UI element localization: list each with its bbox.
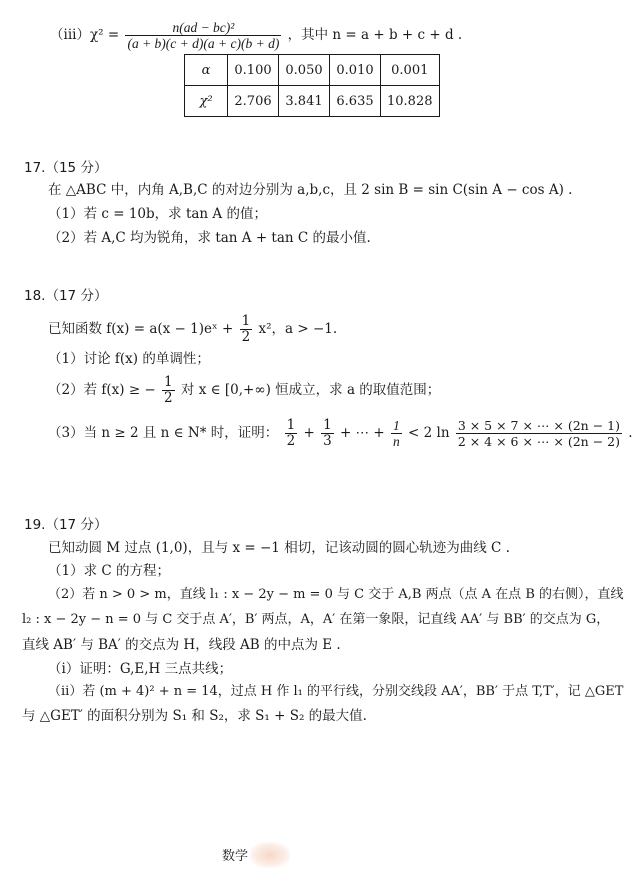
table-cell: 0.100 (228, 55, 279, 86)
q19-part-2-line-2: l₂ : x − 2y − n = 0 与 C 交于点 A′，B′ 两点，A，A′ 在第一象限，记直线 AA′ 与 BB′ 的交点为 G， (22, 612, 610, 627)
q18-part-3-end: . (628, 425, 633, 441)
q19-part-2-line-1: （2）若 n > 0 > m，直线 l₁ : x − 2y − m = 0 与 C 交于 A,B 两点（点 A 在点 B 的右侧），直线 (48, 587, 624, 602)
q18-part-3-middle: < 2 ln (408, 425, 450, 441)
q18-part-3-start: （3）当 n ≥ 2 且 n ∈ N* 时，证明： (48, 425, 279, 441)
table-cell: 2.706 (228, 86, 279, 117)
fraction-denominator: 2 (241, 329, 251, 345)
q19-part-2-line-3: 直线 AB′ 与 BA′ 的交点为 H，线段 AB 的中点为 E . (22, 637, 341, 653)
table-row (185, 86, 440, 117)
q18-part-2-start: （2）若 f(x) ≥ − (48, 382, 156, 398)
table-cell: 3.841 (279, 86, 330, 117)
table-row-label: χ² (185, 86, 228, 117)
q19-part-2-i: （i）证明：G,E,H 三点共线； (48, 661, 233, 677)
formula-suffix: ，其中 n = a + b + c + d . (287, 27, 463, 43)
q18-intro-fraction (240, 314, 253, 345)
scan-smudge (250, 842, 290, 868)
q17-part-2: （2）若 A,C 均为锐角，求 tan A + tan C 的最小值. (48, 230, 371, 246)
product-ratio-fraction (456, 418, 622, 449)
q18-intro-end: x²，a > −1. (258, 321, 338, 337)
q18-part-2-fraction (162, 375, 175, 406)
fraction-denominator: 2 (164, 390, 173, 406)
fraction-numerator: 1 (323, 417, 332, 433)
q17-part-1: （1）若 c = 10b，求 tan A 的值； (48, 206, 267, 222)
q18-part-2-end: 对 x ∈ [0,+∞) 恒成立，求 a 的取值范围； (180, 382, 441, 398)
q19-intro: 已知动圆 M 过点 (1,0)，且与 x = −1 相切，记该动圆的圆心轨迹为曲线 C . (48, 540, 510, 556)
chi-square-formula (50, 20, 462, 51)
fraction-numerator: 1 (392, 418, 400, 433)
fraction-denominator: 3 (323, 433, 332, 449)
formula-numerator: n(ad − bc)² (125, 20, 281, 36)
table-cell: 10.828 (381, 86, 440, 117)
formula-fraction (125, 20, 281, 51)
table-cell: 0.010 (330, 55, 381, 86)
q18-title: 18.（17 分） (24, 288, 108, 304)
fraction-denominator: n (392, 434, 400, 449)
fraction-denominator: 2 × 4 × 6 × ⋯ × (2n − 2) (457, 434, 620, 449)
formula-denominator: (a + b)(c + d)(a + c)(b + d) (127, 36, 280, 51)
q19-part-1: （1）求 C 的方程； (48, 563, 171, 579)
table-row-label: α (185, 55, 228, 86)
q17-intro: 在 △ABC 中，内角 A,B,C 的对边分别为 a,b,c，且 2 sin B = sin C(sin A − cos A) . (48, 182, 573, 198)
q17-title: 17.（15 分） (24, 160, 108, 176)
fraction-numerator: 1 (164, 374, 173, 390)
q18-intro (48, 314, 337, 345)
formula-prefix: （iii）χ² = (50, 27, 120, 43)
table-cell: 0.001 (381, 55, 440, 86)
q19-title: 19.（17 分） (24, 517, 108, 533)
fraction-numerator: 3 × 5 × 7 × ⋯ × (2n − 1) (457, 418, 620, 433)
table-cell: 6.635 (330, 86, 381, 117)
table-cell: 0.050 (279, 55, 330, 86)
q19-part-2-ii-line-2: 与 △GET′ 的面积分别为 S₁ 和 S₂，求 S₁ + S₂ 的最大值. (22, 708, 367, 724)
fraction-numerator: 1 (286, 417, 296, 433)
footer-subject-label: 数学 (222, 849, 249, 864)
sum-ellipsis: + ⋯ + (339, 425, 385, 441)
sum-term-fraction (391, 418, 402, 449)
q19-part-2-ii-line-1: （ii）若 (m + 4)² + n = 14，过点 H 作 l₁ 的平行线，分别交线段 AA′，BB′ 于点 T,T′，记 △GET (48, 684, 624, 699)
sum-term-fraction (285, 418, 298, 449)
fraction-denominator: 2 (286, 433, 296, 449)
sum-term-fraction (321, 418, 334, 449)
q18-part-2 (48, 375, 440, 406)
q18-part-3 (48, 418, 633, 449)
critical-value-table (184, 54, 440, 117)
q18-intro-start: 已知函数 f(x) = a(x − 1)eˣ + (48, 321, 234, 337)
table-row (185, 55, 440, 86)
plus-sign: + (303, 425, 315, 441)
fraction-numerator: 1 (241, 313, 251, 329)
q18-part-1: （1）讨论 f(x) 的单调性； (48, 351, 210, 367)
